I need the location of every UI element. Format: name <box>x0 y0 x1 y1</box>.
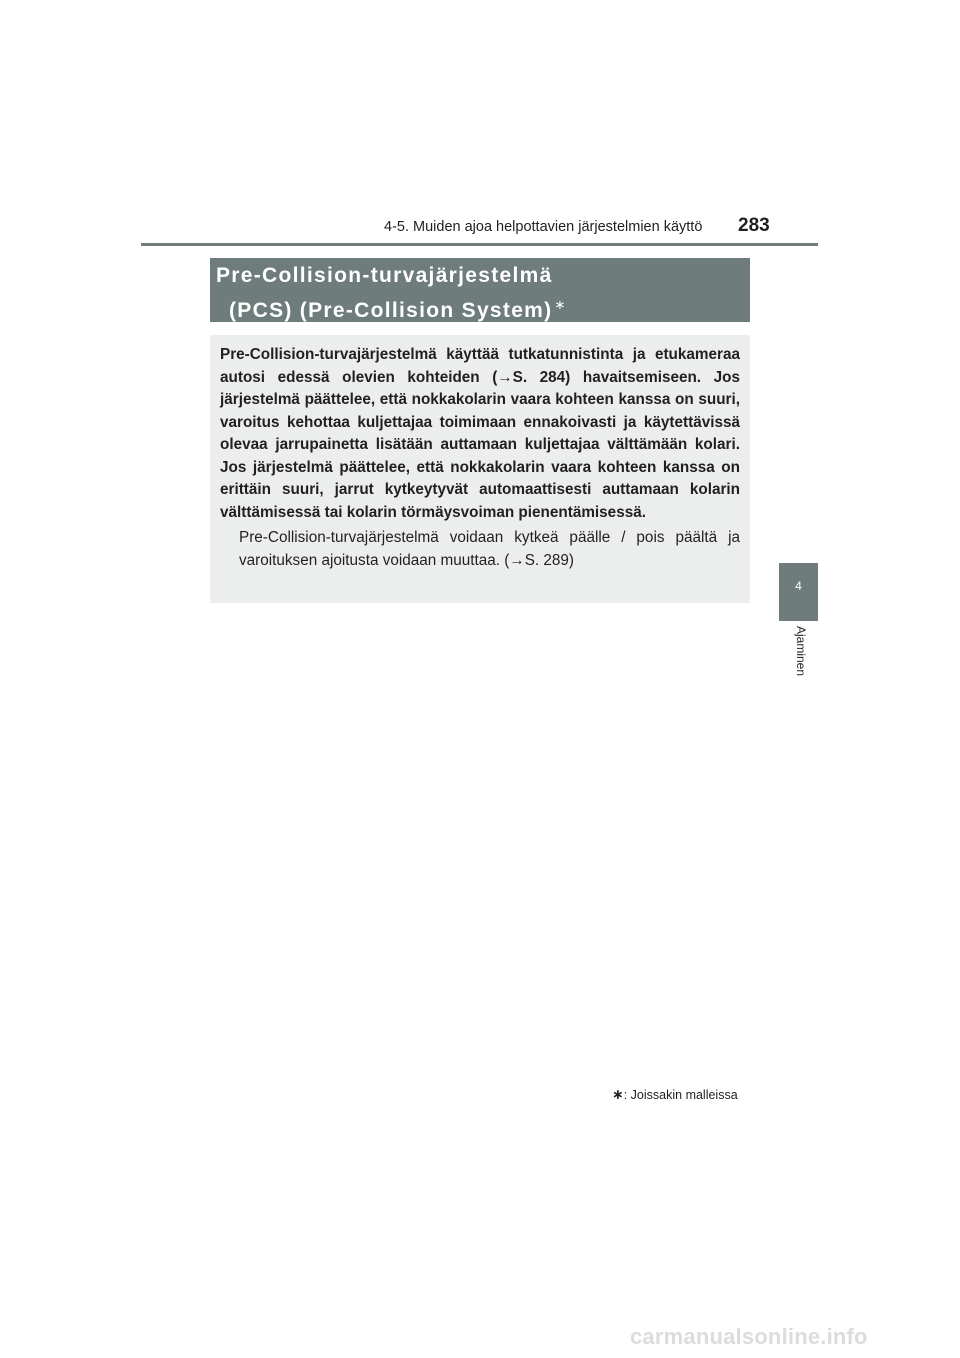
chapter-tab <box>779 563 818 621</box>
asterisk-icon: ∗ <box>612 1086 624 1102</box>
header-divider <box>141 243 818 246</box>
page-number: 283 <box>738 215 770 236</box>
chapter-name: Ajaminen <box>794 626 808 677</box>
section-title: 4-5. Muiden ajoa helpottavien järjestelmien käyttö <box>384 219 703 235</box>
watermark: carmanualsonline.info <box>630 1324 868 1349</box>
asterisk-icon: ∗ <box>554 297 567 312</box>
intro-note: Pre-Collision-turvajärjestelmä voidaan kytkeä päälle / pois päältä ja varoituksen ajoitusta voidaan muuttaa. (→S. 289) <box>239 529 740 569</box>
footnote-text: : Joissakin malleissa <box>623 1088 738 1102</box>
chapter-number: 4 <box>795 579 802 593</box>
intro-description: Pre-Collision-turvajärjestelmä käyttää tutkatunnistinta ja etukameraa autosi edessä olevien kohteiden (→S. 284) havaitsemiseen. Jos järjestelmä päättelee, että nokkakolarin vaara kohteen kanssa on suuri, varoitus kehottaa kuljettajaa toimimaan ennakoivasti ja käytettävissä olevaa jarrupainetta lisätään auttamaan kuljettajaa välttämään kolari. Jos järjestelmä päättelee, että nokkakolarin vaara kohteen kanssa on erittäin suuri, jarrut kytkeytyvät automaattisesti auttamaan kolarin välttämisessä tai kolarin törmäysvoiman pienentämisessä. <box>220 346 740 521</box>
footnote <box>612 1086 738 1103</box>
topic-title-bar <box>210 258 750 322</box>
topic-title-line-1: Pre-Collision-turvajärjestelmä <box>216 264 553 287</box>
intro-box <box>210 335 750 603</box>
topic-title-line-2-text: (PCS) (Pre-Collision System) <box>229 299 553 322</box>
topic-title-line-2 <box>216 290 740 325</box>
